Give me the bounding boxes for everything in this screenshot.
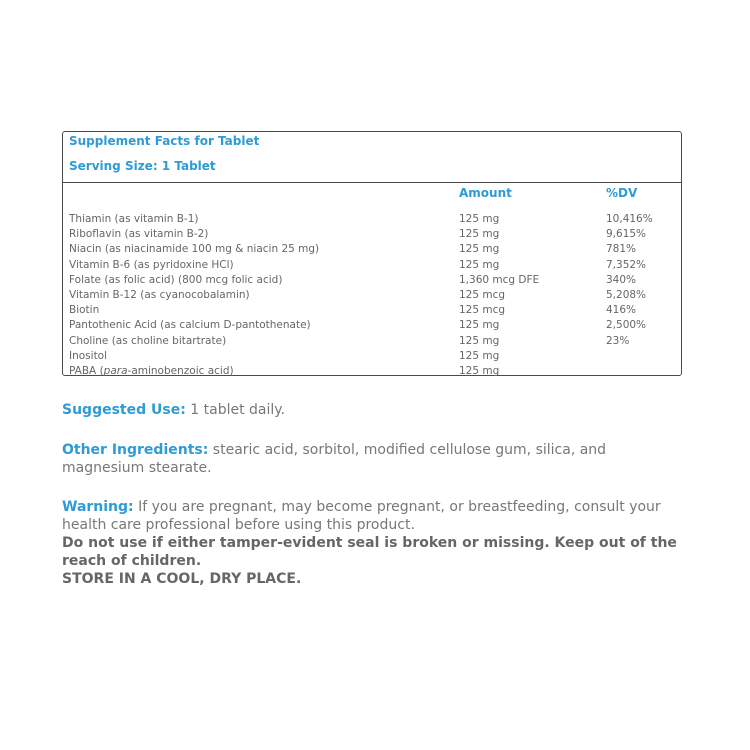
nutrient-rows xyxy=(69,212,679,379)
nutrient-amount: 125 mcg xyxy=(459,304,506,317)
warning-paragraph xyxy=(62,498,692,534)
nutrient-dv: 5,208% xyxy=(606,288,647,301)
dv-column-header: %DV xyxy=(606,186,638,200)
nutrient-dv: 10,416% xyxy=(606,213,653,225)
nutrient-amount: 125 mg xyxy=(459,243,500,256)
nutrient-row xyxy=(69,242,679,257)
suggested-use xyxy=(62,401,692,419)
supplement-facts-panel xyxy=(62,131,682,376)
nutrient-amount: 125 mg xyxy=(459,213,500,225)
nutrient-row xyxy=(69,334,679,349)
nutrient-dv: 9,615% xyxy=(606,228,647,241)
nutrient-amount: 125 mcg xyxy=(459,288,506,301)
facts-divider xyxy=(63,182,681,183)
nutrient-name: Riboflavin (as vitamin B-2) xyxy=(69,228,209,241)
nutrient-dv: 23% xyxy=(606,334,630,347)
nutrient-name xyxy=(69,364,234,379)
nutrient-name-italic: para xyxy=(103,364,128,377)
nutrient-row xyxy=(69,212,679,227)
nutrient-dv: 7,352% xyxy=(606,258,647,271)
nutrient-name: Pantothenic Acid (as calcium D-pantothenate) xyxy=(69,319,311,332)
nutrient-row xyxy=(69,258,679,273)
storage-instruction: STORE IN A COOL, DRY PLACE. xyxy=(62,571,302,587)
amount-column-header: Amount xyxy=(459,186,512,200)
nutrient-row xyxy=(69,227,679,242)
nutrient-name: Inositol xyxy=(69,349,108,362)
nutrient-name-suffix: -aminobenzoic acid) xyxy=(127,364,234,377)
nutrient-row xyxy=(69,364,679,379)
facts-title: Supplement Facts for Tablet xyxy=(69,134,260,148)
nutrient-name: Thiamin (as vitamin B-1) xyxy=(69,213,199,225)
nutrient-name: Niacin (as niacinamide 100 mg & niacin 25 mg) xyxy=(69,243,320,256)
suggested-use-label: Suggested Use: xyxy=(62,402,186,418)
nutrient-amount: 125 mg xyxy=(459,334,500,347)
nutrient-amount: 125 mg xyxy=(459,228,500,241)
nutrient-name: Folate (as folic acid) (800 mcg folic acid) xyxy=(69,273,283,286)
other-ingredients xyxy=(62,441,692,477)
serving-size: Serving Size: 1 Tablet xyxy=(69,159,216,173)
nutrient-name-prefix: PABA ( xyxy=(69,364,104,377)
nutrient-amount: 125 mg xyxy=(459,364,500,377)
nutrient-row xyxy=(69,273,679,288)
nutrient-amount: 1,360 mcg DFE xyxy=(459,273,540,286)
nutrient-row xyxy=(69,349,679,364)
other-ingredients-label: Other Ingredients: xyxy=(62,442,209,458)
suggested-use-text: 1 tablet daily. xyxy=(185,402,286,418)
nutrient-name: Vitamin B-6 (as pyridoxine HCl) xyxy=(69,258,234,271)
nutrient-row xyxy=(69,318,679,333)
warning-text: If you are pregnant, may become pregnant, or breastfeeding, consult your health care professional before using this product. xyxy=(62,499,661,533)
nutrient-row xyxy=(69,288,679,303)
nutrient-name: Choline (as choline bitartrate) xyxy=(69,334,227,347)
nutrient-dv: 340% xyxy=(606,273,637,286)
nutrient-dv: 781% xyxy=(606,243,637,256)
nutrient-row xyxy=(69,303,679,318)
warning-section xyxy=(62,498,692,588)
other-ingredients-text: stearic acid, sorbitol, modified cellulose gum, silica, and magnesium stearate. xyxy=(62,442,607,476)
nutrient-name: Vitamin B-12 (as cyanocobalamin) xyxy=(69,288,250,301)
nutrient-amount: 125 mg xyxy=(459,349,500,362)
tamper-warning: Do not use if either tamper-evident seal is broken or missing. Keep out of the reach of children. xyxy=(62,535,677,569)
nutrient-name: Biotin xyxy=(69,304,100,317)
warning-label: Warning: xyxy=(62,499,134,515)
nutrient-amount: 125 mg xyxy=(459,258,500,271)
nutrient-amount: 125 mg xyxy=(459,319,500,332)
nutrient-dv: 2,500% xyxy=(606,319,647,332)
nutrient-dv: 416% xyxy=(606,304,637,317)
